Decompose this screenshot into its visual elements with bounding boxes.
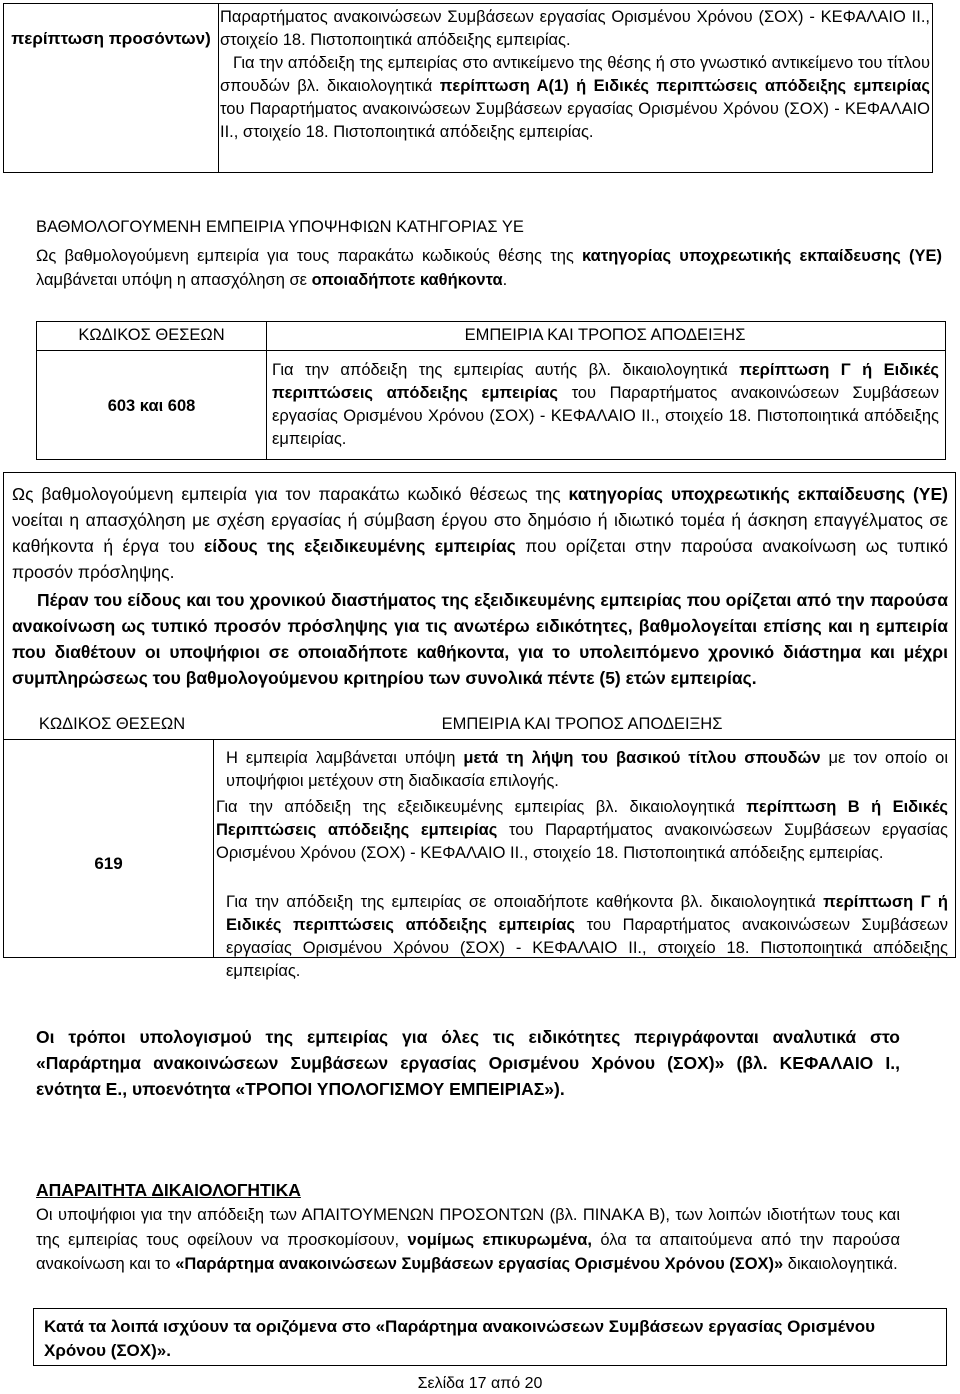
text: Ως βαθμολογούμενη εμπειρία για τους παρακάτω κωδικούς θέσης της	[36, 247, 583, 265]
codes-table-1	[36, 321, 945, 459]
bold-text: μετά τη λήψη του βασικού τίτλου σπουδών	[463, 749, 821, 767]
text: που ορίζεται στην παρούσα ανακοίνωση ως τυπικό προσόν πρόσληψης.	[12, 536, 948, 582]
table-code-cell	[36, 349, 267, 460]
text: Για την απόδειξη της εξειδικευμένης εμπειρίας βλ. δικαιολογητικά	[216, 798, 747, 816]
final-note-box	[33, 1308, 947, 1366]
top-table-line1: Παραρτήματος ανακοινώσεων Συμβάσεων εργασίας Ορισμένου Χρόνου (ΣΟΧ) - ΚΕΦΑΛΑΙΟ ΙΙ., στοιχείο 18. Πιστοποιητικά απόδειξης εμπειρίας.	[220, 8, 930, 49]
codes-table-2	[3, 472, 956, 980]
top-table	[3, 3, 933, 173]
table-row-2-text	[216, 796, 948, 865]
text: με τον οποίο οι υποψήφιοι μετέχουν στη διαδικασία επιλογής.	[226, 749, 948, 790]
section2-extra: Πέραν του είδους και του χρονικού διαστήματος της εξειδικευμένης εμπειρίας που ορίζεται από την παρούσα ανακοίνωση ως τυπικό προσόν πρόσληψης για τις ανωτέρω ειδικότητες, βαθμολογείται επίσης και η εμπειρία που διαθέτουν οι υποψήφιοι σε οποιαδήποτε καθήκοντα, για το υπολειπόμενο χρονικό διάστημα και μέχρι συμπληρώσεως του βαθμολογούμενου κριτηρίου των συνολικά πέντε (5) ετών εμπειρίας.	[12, 590, 948, 688]
bold-text: «Παράρτημα ανακοινώσεων Συμβάσεων εργασίας Ορισμένου Χρόνου (ΣΟΧ)»	[175, 1255, 784, 1273]
required-docs-text	[36, 1203, 900, 1277]
section2-intro	[12, 481, 948, 585]
text: Η εμπειρία λαμβάνεται υπόψη	[226, 749, 464, 767]
bold-text: κατηγορίας υποχρεωτικής εκπαίδευσης (ΥΕ)	[568, 484, 948, 504]
text: λαμβάνεται υπόψη η απασχόληση σε	[36, 270, 312, 289]
text: του Παραρτήματος ανακοινώσεων Συμβάσεων εργασίας Ορισμένου Χρόνου (ΣΟΧ) - ΚΕΦΑΛΑΙΟ ΙΙ., στοιχείο 18. Πιστοποιητικά απόδειξης εμπειρίας.	[216, 821, 948, 862]
bold-text: περίπτωση Α(1) ή Ειδικές περιπτώσεις απόδειξης εμπειρίας	[439, 77, 930, 95]
bold-text: περίπτωση Γ ή Ειδικές περιπτώσεις απόδειξης εμπειρίας	[272, 361, 939, 402]
text: Για την απόδειξη της εμπειρίας αυτής βλ. δικαιολογητικά	[272, 361, 740, 379]
table-header-experience: ΕΜΠΕΙΡΙΑ ΚΑΙ ΤΡΟΠΟΣ ΑΠΟΔΕΙΞΗΣ	[265, 321, 946, 351]
bold-text: νομίμως επικυρωμένα,	[407, 1230, 592, 1249]
top-table-left-cell	[4, 4, 219, 172]
calculation-note: Οι τρόποι υπολογισμού της εμπειρίας για όλες τις ειδικότητες περιγράφονται αναλυτικά στο «Παράρτημα ανακοινώσεων Συμβάσεων εργασίας Ορισμένου Χρόνου (ΣΟΧ)» (βλ. ΚΕΦΑΛΑΙΟ Ι., ενότητα Ε., υποενότητα «ΤΡΟΠΟΙ ΥΠΟΛΟΓΙΣΜΟΥ ΕΜΠΕΙΡΙΑΣ»).	[36, 1027, 900, 1099]
final-note-text: Κατά τα λοιπά ισχύουν τα οριζόμενα στο «Παράρτημα ανακοινώσεων Συμβάσεων εργασίας Ορισμένου Χρόνου (ΣΟΧ)».	[44, 1317, 876, 1360]
page-number: Σελίδα 17 από 20	[417, 1375, 543, 1392]
top-table-right-cell	[220, 6, 930, 144]
table-text-cell	[265, 349, 946, 460]
top-table-left-label: περίπτωση προσόντων)	[11, 29, 211, 48]
text: Ως βαθμολογούμενη εμπειρία για τον παρακάτω κωδικό θέσεως της	[12, 484, 569, 504]
table-code: 619	[94, 854, 123, 873]
bold-text: περίπτωση Γ ή Ειδικές περιπτώσεις απόδειξης εμπειρίας	[226, 893, 949, 934]
text: του Παραρτήματος ανακοινώσεων Συμβάσεων εργασίας Ορισμένου Χρόνου (ΣΟΧ) - ΚΕΦΑΛΑΙΟ ΙΙ., στοιχείο 18. Πιστοποιητικά απόδειξης εμπειρίας.	[272, 384, 939, 448]
required-docs-title: ΑΠΑΡΑΙΤΗΤΑ ΔΙΚΑΙΟΛΟΓΗΤΙΚΑ	[36, 1180, 301, 1200]
text: όλα τα απαιτούμενα από την παρούσα ανακοίνωση και το	[36, 1230, 900, 1273]
table-text	[272, 359, 939, 451]
bold-text: περίπτωση Β ή Ειδικές Περιπτώσεις απόδειξης εμπειρίας	[216, 798, 948, 839]
text: Για την απόδειξη της εμπειρίας στο αντικείμενο της θέσης ή στο γνωστικό αντικείμενο του τίτλου σπουδών βλ. δικαιολογητικά	[220, 54, 930, 95]
section1-paragraph	[36, 245, 942, 292]
table-code-cell	[4, 739, 214, 958]
top-table-para2	[220, 52, 930, 144]
text: δικαιολογητικά.	[783, 1255, 898, 1273]
section-heading: ΒΑΘΜΟΛΟΓΟΥΜΕΝΗ ΕΜΠΕΙΡΙΑ ΥΠΟΨΗΦΙΩΝ ΚΑΤΗΓΟΡΙΑΣ ΥΕ	[36, 218, 524, 236]
text: Οι υποψήφιοι για την απόδειξη των ΑΠΑΙΤΟΥΜΕΝΩΝ ΠΡΟΣΟΝΤΩΝ (βλ. ΠΙΝΑΚΑ Β), των λοιπών ιδιοτήτων τους και της εμπειρίας τους οφείλουν να προσκομίσουν,	[36, 1206, 900, 1249]
table-header-experience: ΕΜΠΕΙΡΙΑ ΚΑΙ ΤΡΟΠΟΣ ΑΠΟΔΕΙΞΗΣ	[441, 715, 723, 733]
table-row-3-text	[226, 891, 948, 983]
table-header-code: ΚΩΔΙΚΟΣ ΘΕΣΕΩΝ	[38, 715, 186, 733]
bold-text: οποιαδήποτε καθήκοντα	[311, 270, 503, 289]
text: .	[502, 270, 508, 289]
bold-text: είδους της εξειδικευμένης εμπειρίας	[203, 536, 516, 556]
text: νοείται η απασχόληση με σχέση εργασίας ή σύμβαση έργου στο δημόσιο ή ιδιωτικό τομέα ή άσκηση επαγγέλματος σε καθήκοντα ή έργα του	[12, 510, 948, 556]
text: του Παραρτήματος ανακοινώσεων Συμβάσεων εργασίας Ορισμένου Χρόνου (ΣΟΧ) - ΚΕΦΑΛΑΙΟ ΙΙ., στοιχείο 18. Πιστοποιητικά απόδειξης εμπειρίας.	[220, 100, 930, 141]
text: του Παραρτήματος ανακοινώσεων Συμβάσεων εργασίας Ορισμένου Χρόνου (ΣΟΧ) - ΚΕΦΑΛΑΙΟ ΙΙ., στοιχείο 18. Πιστοποιητικά απόδειξης εμπειρίας.	[226, 916, 948, 980]
table-row-1-text	[226, 747, 948, 793]
table-header-code: ΚΩΔΙΚΟΣ ΘΕΣΕΩΝ	[36, 321, 267, 351]
text: Για την απόδειξη της εμπειρίας σε οποιαδήποτε καθήκοντα βλ. δικαιολογητικά	[226, 893, 824, 911]
bold-text: κατηγορίας υποχρεωτικής εκπαίδευσης (ΥΕ)	[582, 247, 942, 265]
table-code: 603 και 608	[107, 397, 196, 415]
